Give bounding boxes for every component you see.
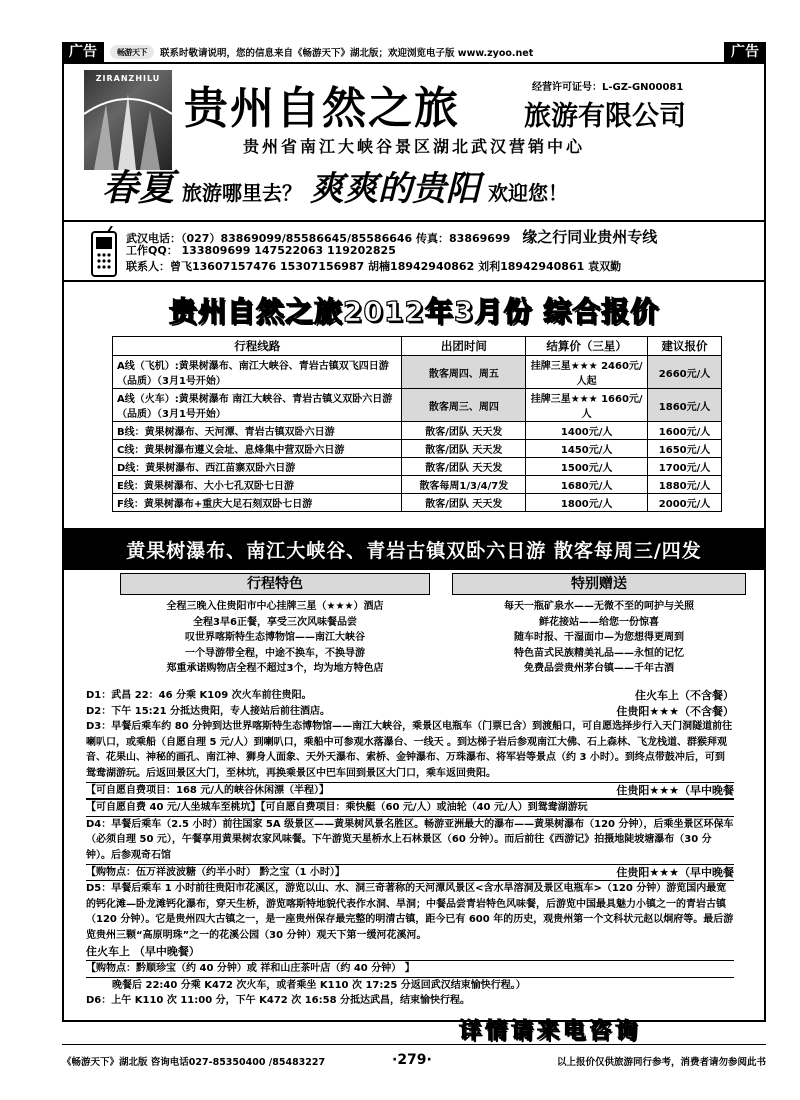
col-departure: 出团时间 — [402, 337, 526, 356]
suggest-cell: 1880元/人 — [648, 476, 722, 494]
suggest-cell: 2000元/人 — [648, 494, 722, 512]
shopping-1 — [86, 864, 734, 882]
table-header-row — [113, 337, 722, 356]
header — [62, 62, 766, 222]
slogan — [102, 160, 742, 212]
time-cell: 散客每周1/3/4/7发 — [402, 476, 526, 494]
route-cell: E线：黄果树瀑布、大小七孔双卧七日游 — [113, 476, 402, 494]
itinerary-day-5-return: 晚餐后 22:40 分乘 K472 次火车，或者乘坐 K110 次 17:25 分返回武汉结束愉快行程。） — [112, 979, 526, 991]
table-row — [113, 422, 722, 440]
itinerary-day-3: D3：早餐后乘车约 80 分钟到达世界喀斯特生态博物馆——南江大峡谷，乘景区电瓶车（门票已含）到渡船口，可自愿选择步行入天门洞隧道前往喇叭口，或乘船（自愿自理 5 元/人）到喇叭口，乘船中可参观水落瀑台、一线天 。到达梯子岩后参观南江大佛、石上森林、飞龙栈道、群猴拜观音、花果山、神秘的画孔、南江神、狮身人面象、天外天瀑布、索桥、金钟瀑布、万珠瀑布、将军岩等景点（约 3 小时）。到终点带鼓冲后，可到鸳鸯湖游玩。后返回景区大门，至林坑，再换乘景区中巴车回到景区大门口，乘车返回贵阳。 — [86, 721, 733, 779]
route-cell: C线：黄果树瀑布遵义会址、息烽集中营双卧六日游 — [113, 440, 402, 458]
contact-tagline: 缘之行同业贵州专线 — [522, 228, 658, 246]
table-row — [113, 476, 722, 494]
suggest-cell: 1700元/人 — [648, 458, 722, 476]
list-item: 免费品尝贵州茅台镇——千年古酒 — [524, 663, 674, 674]
shopping-text: 【购物点：伍万祥波波糖（约半小时） 黔之宝（1 小时）】 — [86, 866, 345, 878]
settle-cell: 挂牌三星★★★ 2460元/人起 — [526, 356, 648, 389]
table-row — [113, 458, 722, 476]
itinerary-features — [120, 573, 430, 683]
slogan-question: 旅游哪里去？ — [182, 181, 303, 205]
suggest-cell: 1600元/人 — [648, 422, 722, 440]
settle-cell: 1450元/人 — [526, 440, 648, 458]
ad-tag-right: 广告 — [724, 42, 766, 62]
contact-block — [64, 220, 764, 282]
footer-publication: 《畅游天下》湖北版 咨询电话027-85350400 /85483227 — [62, 1057, 326, 1068]
itinerary-day-6: D6：上午 K110 次 11:00 分，下午 K472 次 16:58 分抵达武昌，结束愉快行程。 — [86, 995, 471, 1007]
time-cell: 散客/团队 天天发 — [402, 422, 526, 440]
route-cell: F线：黄果树瀑布+重庆大足石刻双卧七日游 — [113, 494, 402, 512]
license-number: 经营许可证号：L-GZ-GN00081 — [532, 82, 684, 93]
logo-caption: ZIRANZHILU — [95, 74, 161, 83]
consult-banner: 详情请来电咨询 — [458, 1019, 641, 1044]
itinerary-day-4: D4：早餐后乘车（2.5 小时）前往国家 5A 级景区——黄果树风景名胜区。畅游亚洲最大的瀑布——黄果树瀑布（120 分钟），后乘坐景区环保车（必须自理 50 元），午餐享用黄果树农家风味餐。下午游览天星桥水上石林景区（60 分钟）。而后前往《西游记》拍摄地陡坡塘瀑布（30 分钟）。后参观奇石馆 — [86, 818, 734, 861]
page-number: ·279· — [392, 1052, 432, 1068]
route-cell: D线：黄果树瀑布、西江苗寨双卧六日游 — [113, 458, 402, 476]
company-suffix: 旅游有限公司 — [524, 101, 686, 132]
special-gifts — [452, 573, 746, 683]
footer-disclaimer: 以上报价仅供旅游同行参考，消费者请勿参阅此书 — [556, 1057, 766, 1068]
settle-cell: 1800元/人 — [526, 494, 648, 512]
top-bar — [62, 42, 766, 62]
footer — [62, 1052, 766, 1070]
company-name: 贵州自然之旅 — [184, 83, 460, 134]
itinerary-day-5-stay — [86, 944, 734, 961]
list-item: 全程三晚入住贵阳市中心挂牌三星（★★★）酒店 — [166, 601, 384, 612]
table-row — [113, 389, 722, 422]
shopping-2: 【购物点：黔顺珍宝（约 40 分钟）或 祥和山庄茶叶店（约 40 分钟） 】 — [86, 960, 734, 978]
itinerary-day-5: D5：早餐后乘车 1 小时前往贵阳市花溪区，游览以山、水、洞三奇著称的天河潭风景区<含水旱溶洞及景区电瓶车>（120 分钟）游览国内最宽的钙化滩—卧龙滩钙化瀑布，穿天生桥，游览喀斯特地貌代表作水洞、旱洞；中餐品尝青岩特色风味餐，后游览中国最具魅力小镇之一的青岩古镇（120 分钟）。它是贵州四大古镇之一，是一座贵州保存最完整的明清古镇，距今已有 600 年的历史，观贵州第一个文科状元赵以炯府等。最后游览贵州三颗“高原明珠”之一的花溪公园（30 分钟）观天下第一缓河花溪河。 — [86, 883, 734, 941]
features-section — [80, 573, 746, 683]
time-cell: 散客/团队 天天发 — [402, 458, 526, 476]
settle-cell: 1400元/人 — [526, 422, 648, 440]
list-item: 一个导游带全程，中途不换车，不换导游 — [185, 647, 365, 659]
suggest-cell: 2660元/人 — [648, 356, 722, 389]
col-suggest-price: 建议报价 — [648, 337, 722, 356]
itinerary-day-2 — [86, 704, 734, 720]
contact-qq: 工作QQ： 133809699 147522063 119202825 — [126, 244, 396, 257]
contact-phone-text: 武汉电话：（027）83869099/85586645/85586646 传真：83869699 — [126, 232, 511, 245]
optional-item-1 — [86, 782, 734, 800]
list-item: 每天一瓶矿泉水——无微不至的呵护与关照 — [504, 601, 694, 612]
price-table — [112, 336, 722, 512]
features-title: 行程特色 — [120, 573, 430, 595]
publication-logo: 畅游天下 — [110, 45, 154, 59]
contact-persons: 联系人：曾飞13607157476 15307156987 胡楠18942940862 刘利18942940861 袁双勤 — [126, 260, 622, 273]
day-accommodation: 住火车上（不含餐） — [631, 688, 734, 704]
gifts-title: 特别赠送 — [452, 573, 746, 595]
itinerary-day-1 — [86, 688, 734, 704]
day-accommodation: 住贵阳★★★（早中晚餐 — [612, 783, 734, 799]
list-item: 全程3早6正餐，享受三次风味餐品尝 — [193, 616, 357, 628]
route-cell: A线（火车）:黄果树瀑布 南江大峡谷、青岩古镇义双卧六日游（品质）（3月1号开始） — [113, 389, 402, 422]
table-row — [113, 440, 722, 458]
list-item: 随车时报、干湿面巾—为您想得更周到 — [514, 632, 684, 643]
route-cell: A线（飞机）:黄果树瀑布、南江大峡谷、青岩古镇双飞四日游（品质）（3月1号开始） — [113, 356, 402, 389]
time-cell: 散客周四、周五 — [402, 356, 526, 389]
features-list — [120, 595, 430, 677]
list-item: 鲜花接站——给您一份惊喜 — [539, 616, 659, 628]
top-notice: 联系时敬请说明，您的信息来自《畅游天下》湖北版；欢迎浏览电子版 www.zyoo.net — [160, 48, 534, 59]
mobile-phone-icon — [86, 226, 122, 278]
col-route: 行程线路 — [113, 337, 402, 356]
suggest-cell: 1860元/人 — [648, 389, 722, 422]
list-item: 叹世界喀斯特生态博物馆——南江大峡谷 — [185, 632, 365, 643]
route-cell: B线：黄果树瀑布、天河潭、青岩古镇双卧六日游 — [113, 422, 402, 440]
list-item: 郑重承诺购物店全程不超过3个，均为地方特色店 — [166, 663, 384, 674]
time-cell: 散客/团队 天天发 — [402, 440, 526, 458]
suggest-cell: 1650元/人 — [648, 440, 722, 458]
tour-banner: 黄果树瀑布、南江大峡谷、青岩古镇双卧六日游 散客每周三/四发 — [62, 528, 766, 570]
day-accommodation: 住贵阳★★★（不含餐） — [612, 704, 734, 720]
optional-text: 【可自愿自费项目：168 元/人的峡谷休闲漂（半程）】 — [86, 784, 330, 796]
time-cell: 散客周三、周四 — [402, 389, 526, 422]
waterfall-icon — [84, 84, 172, 170]
day-accommodation: 住火车上 （早中晚餐） — [86, 944, 200, 958]
gifts-list — [452, 595, 746, 677]
table-row — [113, 494, 722, 512]
header-subtitle: 贵州省南江大峡谷景区湖北武汉营销中心 — [242, 137, 585, 156]
settle-cell: 挂牌三星★★★ 1660元/人 — [526, 389, 648, 422]
ad-tag-left: 广告 — [62, 42, 104, 62]
time-cell: 散客/团队 天天发 — [402, 494, 526, 512]
price-table-title: 贵州自然之旅2012年3月份 综合报价 — [168, 295, 660, 328]
day-text: D2：下午 15:21 分抵达贵阳，专人接站后前往酒店。 — [86, 705, 331, 717]
optional-item-2: 【可自愿自费 40 元/人坐城车至桃坑】【可自愿自费项目：乘快艇（60 元/人）或油轮（40 元/人）到鸳鸯湖游玩 — [86, 799, 734, 817]
slogan-season: 春夏 — [102, 167, 175, 209]
footer-divider — [62, 1044, 766, 1045]
table-row — [113, 356, 722, 389]
slogan-welcome: 欢迎您！ — [488, 181, 569, 205]
settle-cell: 1500元/人 — [526, 458, 648, 476]
day-text: D1：武昌 22：46 分乘 K109 次火车前往贵阳。 — [86, 690, 312, 701]
slogan-guiyang: 爽爽的贵阳 — [310, 169, 481, 209]
itinerary — [86, 688, 734, 1009]
settle-cell: 1680元/人 — [526, 476, 648, 494]
day-accommodation: 住贵阳★★★（早中晚餐 — [612, 865, 734, 881]
list-item: 特色苗式民族精美礼品——永恒的记忆 — [514, 647, 684, 659]
col-settle-price: 结算价（三星） — [526, 337, 648, 356]
